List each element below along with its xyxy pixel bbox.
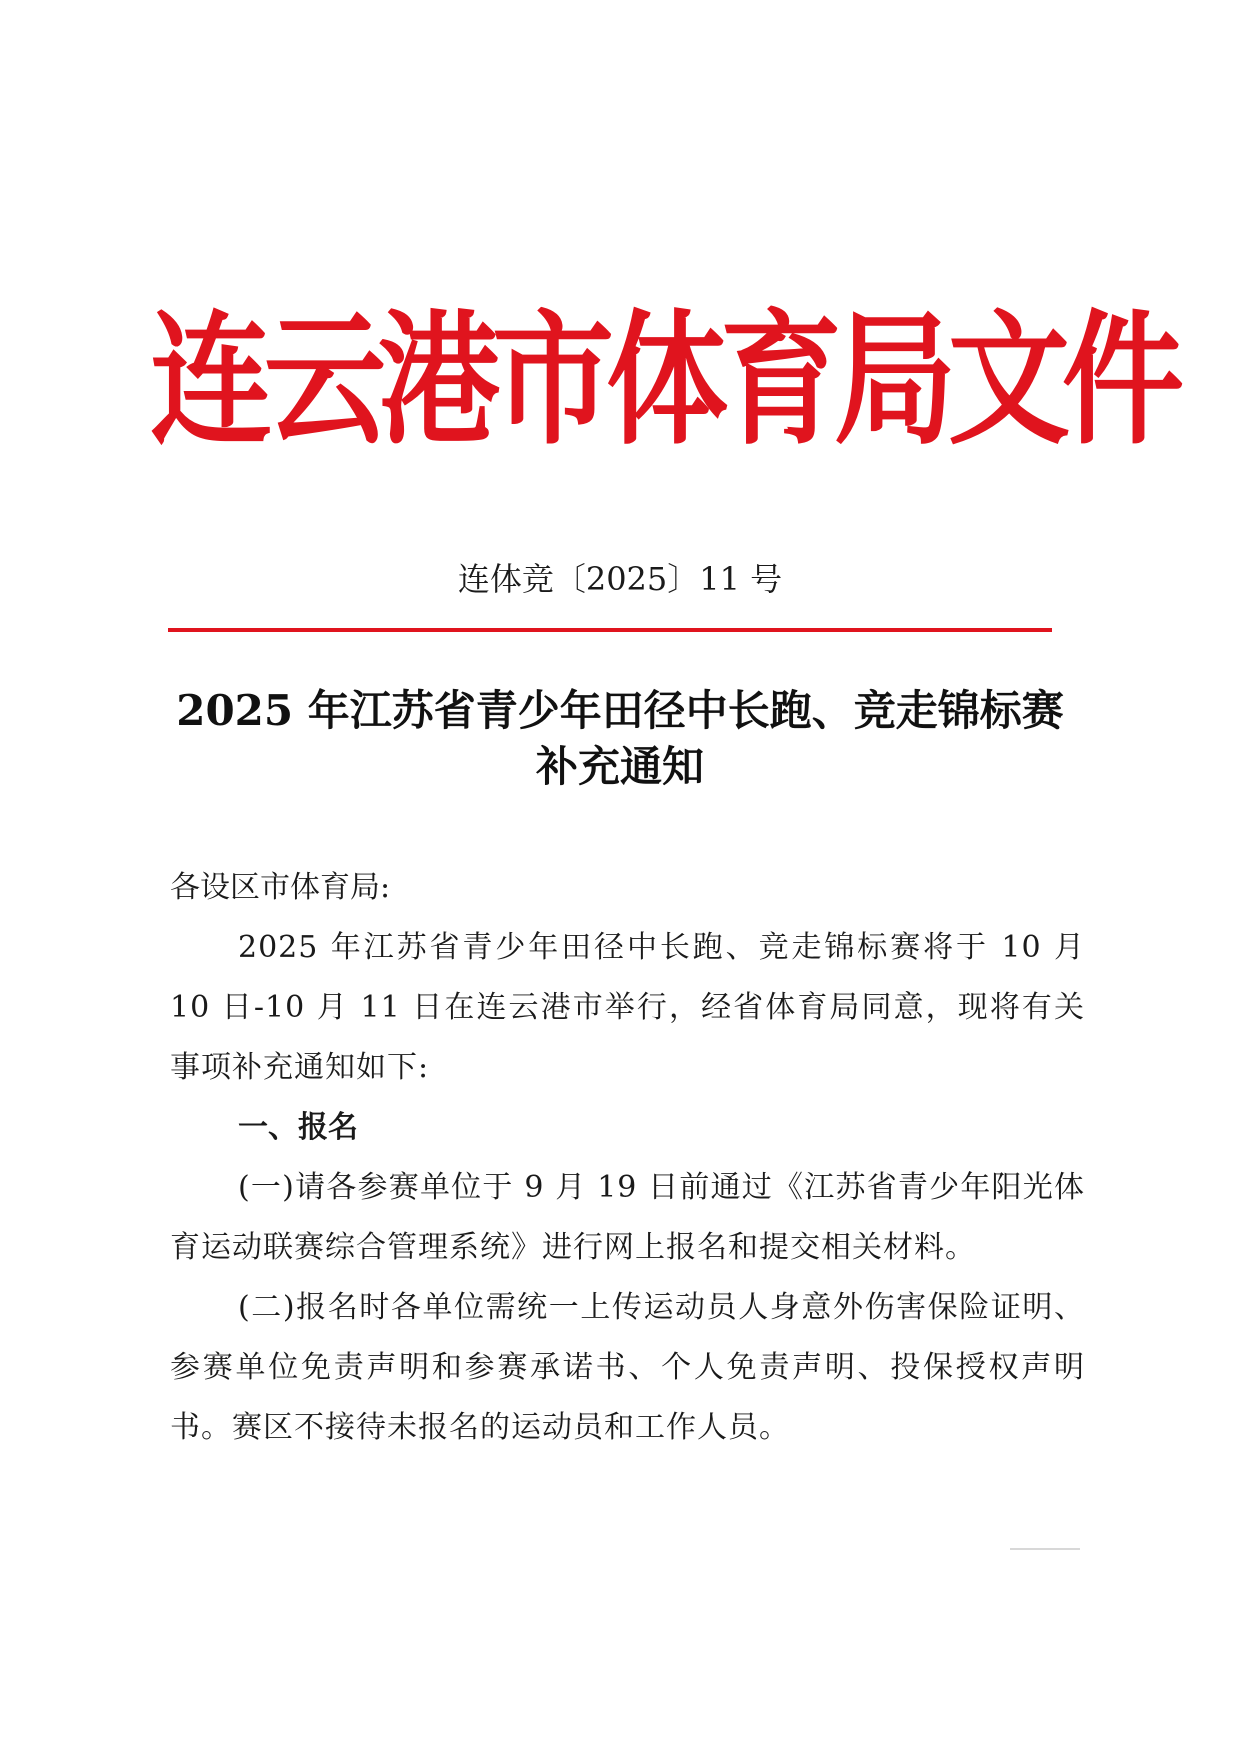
document-title [120,683,1120,795]
scan-mark [1010,1548,1080,1550]
title-line-2: 补充通知 [535,742,704,791]
salutation: 各设区市体育局: [170,870,391,905]
intro-paragraph: 2025 年江苏省青少年田径中长跑、竞走锦标赛将于 10 月 10 日-10 月 11 日在连云港市举行，经省体育局同意，现将有关事项补充通知如下: [170,930,1085,1085]
issuing-authority-masthead: 连云港市体育局文件 [150,296,1176,465]
registration-item-1: (一)请各参赛单位于 9 月 19 日前通过《江苏省青少年阳光体育运动联赛综合管理系统》进行网上报名和提交相关材料。 [170,1170,1085,1265]
registration-item-2: (二)报名时各单位需统一上传运动员人身意外伤害保险证明、参赛单位免责声明和参赛承诺书、个人免责声明、投保授权声明书。赛区不接待未报名的运动员和工作人员。 [170,1290,1085,1445]
document-number: 连体竞〔2025〕11 号 [457,560,783,598]
red-separator-line [168,628,1052,632]
title-line-1: 2025 年江苏省青少年田径中长跑、竞走锦标赛 [176,686,1064,735]
section-heading-registration: 一、报名 [238,1110,358,1145]
document-body [170,858,1085,1458]
